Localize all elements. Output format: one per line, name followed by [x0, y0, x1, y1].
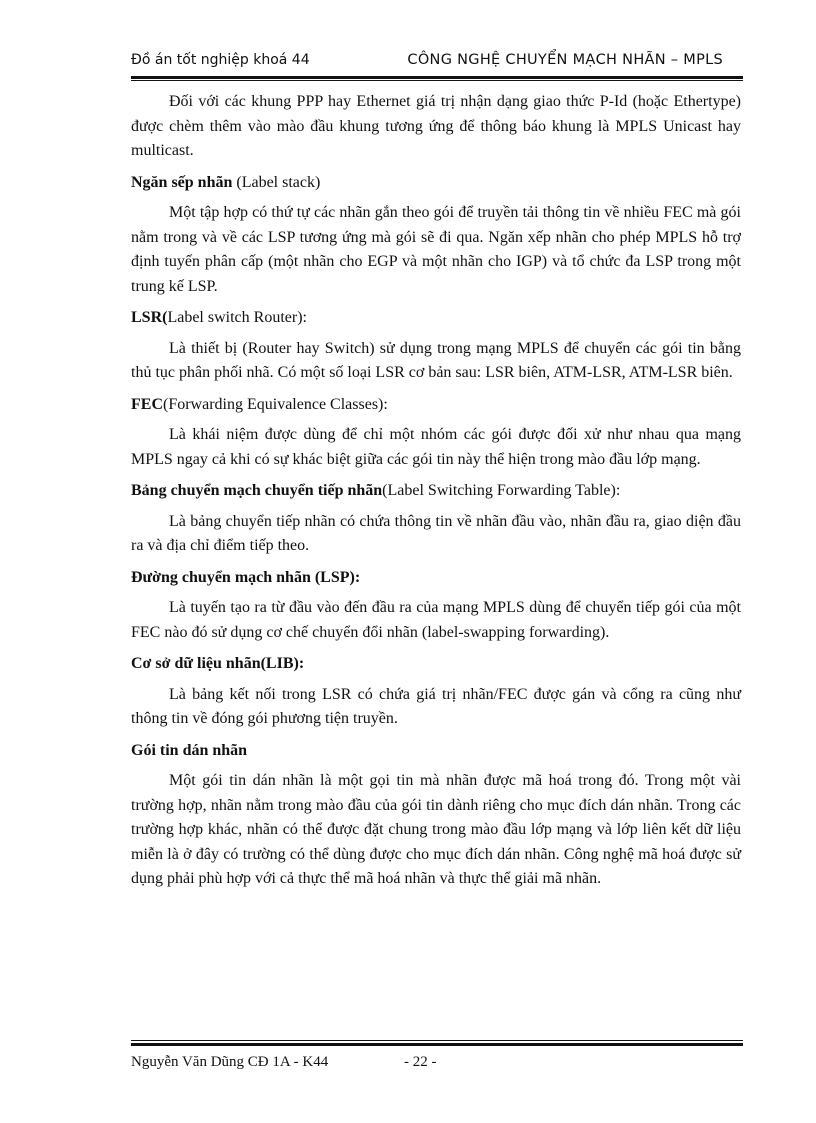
header-right-title: CÔNG NGHỆ CHUYỂN MẠCH NHÃN – MPLS [407, 52, 723, 68]
paragraph-lsft: Là bảng chuyển tiếp nhãn có chứa thông tin về nhãn đầu vào, nhãn đầu ra, giao diện đầu ra và địa chỉ điểm tiếp theo. [131, 512, 741, 554]
paragraph-lsp: Là tuyến tạo ra từ đầu vào đến đầu ra của mạng MPLS dùng để chuyển tiếp gói của một FEC nào đó sử dụng cơ chế chuyển đổi nhãn (label-swapping forwarding). [131, 599, 741, 641]
paragraph-labeled-packet: Một gói tin dán nhãn là một gọi tin mà nhãn được mã hoá trong đó. Trong một vài trường hợp, nhãn nằm trong mào đầu của gói tin dành riêng cho mục đích dán nhãn. Trong các trường hợp khác, nhãn có thể được đặt chung trong mào đầu lớp mạng và lớp liên kết dữ liệu miễn là ở đây có trường có thể dùng được cho mục đích dán nhãn. Công nghệ mã hoá được sử dụng phải phù hợp với cả thực thể mã hoá nhãn và thực thể giải mã nhãn. [131, 772, 741, 887]
heading-fec [131, 393, 741, 418]
header-rule-thin [131, 80, 743, 81]
paragraph-lib: Là bảng kết nối trong LSR có chứa giá trị nhãn/FEC được gán và cổng ra cũng như thông tin về đóng gói phương tiện truyền. [131, 685, 741, 727]
body-content [131, 90, 741, 899]
heading-lsft-rest: (Label Switching Forwarding Table): [382, 482, 621, 499]
heading-lsft-bold: Bảng chuyển mạch chuyển tiếp nhãn [131, 482, 383, 499]
heading-fec-rest: (Forwarding Equivalence Classes): [163, 395, 388, 413]
footer-rule-thick [131, 1043, 743, 1046]
heading-label-stack [131, 171, 741, 196]
heading-label-stack-bold: Ngăn sếp nhãn [131, 173, 233, 191]
paragraph-fec: Là khái niệm được dùng để chỉ một nhóm các gói được đối xử như nhau qua mạng MPLS ngay cả khi có sự khác biệt giữa các gói tin này thể hiện trong mào đầu lớp mạng. [131, 426, 741, 468]
heading-lsr-bold: LSR( [131, 309, 168, 326]
heading-lsp-bold: Đường chuyển mạch nhãn (LSP): [131, 568, 361, 586]
header-left-text: Đồ án tốt nghiệp khoá 44 [131, 52, 310, 68]
heading-lsr [131, 306, 741, 331]
paragraph-lsr: Là thiết bị (Router hay Switch) sử dụng trong mạng MPLS để chuyển các gói tin bằng thủ tục phân phối nhã. Có một số loại LSR cơ bản sau: LSR biên, ATM-LSR, ATM-LSR biên. [131, 339, 741, 381]
heading-lib [131, 652, 741, 677]
heading-labeled-packet [131, 739, 741, 764]
heading-lsft [131, 479, 741, 504]
heading-labeled-packet-bold: Gói tin dán nhãn [131, 741, 248, 759]
footer-author: Nguyễn Văn Dũng CĐ 1A - K44 [131, 1054, 329, 1070]
heading-lsp [131, 566, 741, 591]
page-footer [131, 1052, 743, 1074]
footer-rule-thin [131, 1040, 743, 1041]
paragraph-ethertype: Đối với các khung PPP hay Ethernet giá trị nhận dạng giao thức P-Id (hoặc Ethertype) được chèm thêm vào mào đầu khung tương ứng để thông báo khung là MPLS Unicast hay multicast. [131, 93, 741, 159]
page-number: - 22 - [404, 1054, 437, 1070]
header-rule-thick [131, 76, 743, 79]
heading-lib-bold: Cơ sở dữ liệu nhãn(LIB): [131, 655, 305, 672]
heading-label-stack-rest: (Label stack) [232, 173, 321, 191]
heading-fec-bold: FEC [131, 395, 163, 413]
heading-lsr-rest: Label switch Router): [167, 309, 307, 326]
paragraph-label-stack: Một tập hợp có thứ tự các nhãn gắn theo gói để truyền tải thông tin về nhiều FEC mà gói nằm trong và về các LSP tương ứng mà gói sẽ đi qua. Ngăn xếp nhãn cho phép MPLS hỗ trợ định tuyến phân cấp (một nhãn cho EGP và một nhãn cho IGP) và tổ chức đa LSP trong một trung kế LSP. [131, 204, 741, 295]
page-header [131, 50, 743, 72]
